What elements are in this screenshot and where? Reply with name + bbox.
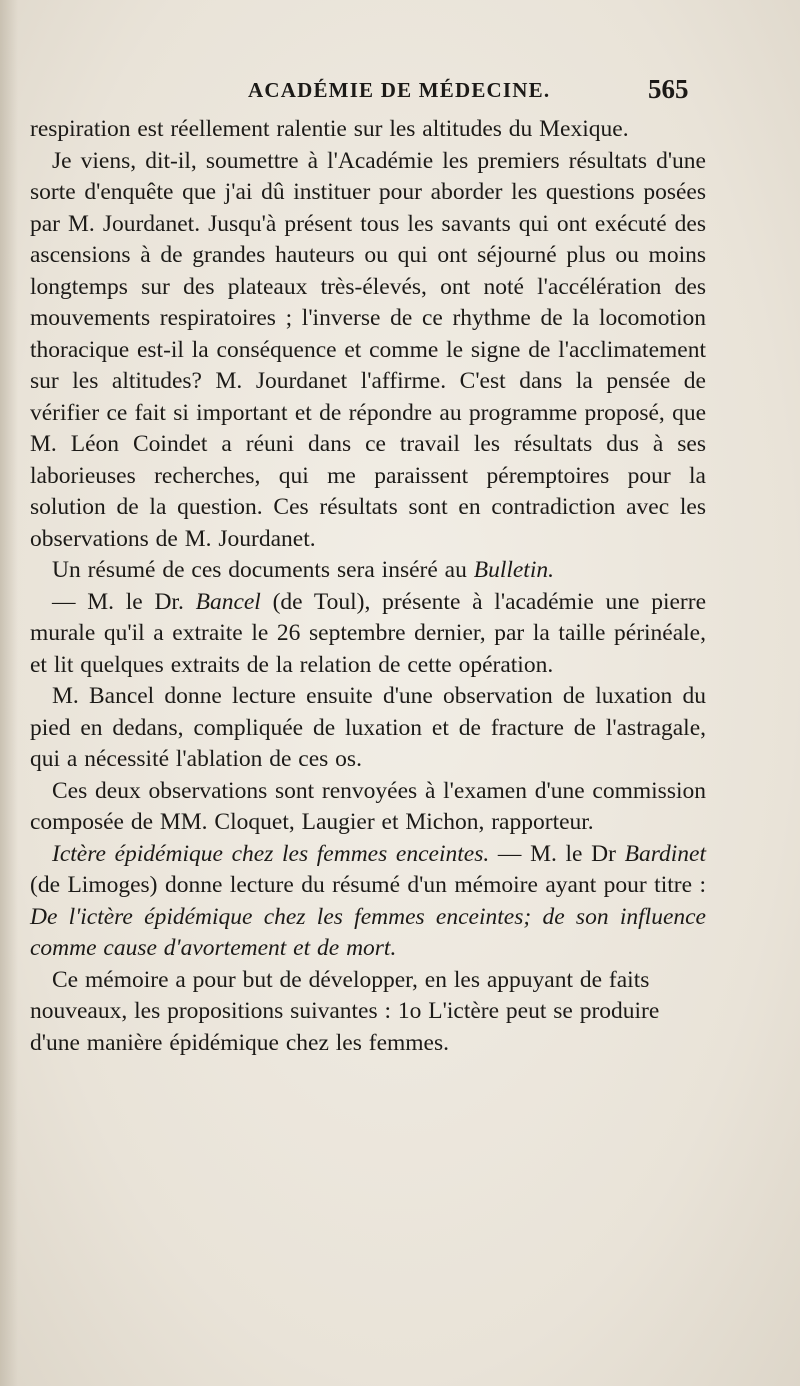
paragraph-1: respiration est réellement ralentie sur les altitudes du Mexique. bbox=[30, 116, 629, 142]
author-name-bardinet: Bardinet bbox=[624, 840, 706, 867]
paragraph-3 bbox=[30, 555, 706, 587]
paragraph-7 bbox=[30, 839, 706, 965]
section-title-ictere: Ictère épidémique chez les femmes enceintes. bbox=[52, 840, 490, 867]
body-text bbox=[30, 114, 706, 1059]
bulletin-title: Bulletin. bbox=[473, 557, 554, 583]
page-header bbox=[0, 74, 800, 114]
paragraph-7-text: (de Limoges) donne lecture du résumé d'un mémoire ayant pour titre : bbox=[30, 872, 706, 898]
paragraph-8: Ce mémoire a pour but de développer, en les appuyant de faits nouveaux, les propositions suivantes : 1o L'ictère peut se produire d'une manière épidémique chez les femmes. bbox=[30, 966, 660, 1056]
paragraph-4-text: (de Toul), présente à l'académie une pierre murale qu'il a extraite le 26 septembre dernier, par la taille périnéale, et lit quelques extraits de la relation de cette opération. bbox=[30, 588, 706, 678]
memoir-title: De l'ictère épidémique chez les femmes enceintes; de son influence comme cause d'avortement et de mort. bbox=[30, 903, 706, 961]
page-gutter-shadow bbox=[0, 0, 18, 1386]
paragraph-4 bbox=[30, 587, 706, 682]
paragraph-7-dash: — M. le Dr bbox=[489, 840, 625, 867]
page-number: 565 bbox=[648, 74, 689, 104]
author-name-bancel: Bancel bbox=[195, 588, 261, 615]
paragraph-4-prefix: — M. le Dr. bbox=[52, 588, 196, 615]
paragraph-6: Ces deux observations sont renvoyées à l'examen d'une commission composée de MM. Cloquet, Laugier et Michon, rapporteur. bbox=[30, 777, 706, 835]
running-title: ACADÉMIE DE MÉDECINE. bbox=[248, 78, 551, 102]
paragraph-5: M. Bancel donne lecture ensuite d'une observation de luxation du pied en dedans, compliquée de luxation et de fracture de l'astragale, qui a nécessité l'ablation de ces os. bbox=[30, 683, 706, 772]
paragraph-2: Je viens, dit-il, soumettre à l'Académie les premiers résultats d'une sorte d'enquête que j'ai dû instituer pour aborder les questions posées par M. Jourdanet. Jusqu'à présent tous les savants qui ont exécuté des ascensions à de grandes hauteurs ou qui ont séjourné plus ou moins longtemps sur des plateaux très-élevés, ont noté l'accélération des mouvements respiratoires ; l'inverse de ce rhythme de la locomotion thoracique est-il la conséquence et comme le signe de l'acclimatement sur les altitudes? M. Jourdanet l'affirme. C'est dans la pensée de vérifier ce fait si important et de répondre au programme proposé, que M. Léon Coindet a réuni dans ce travail les résultats dus à ses laborieuses recherches, qui me paraissent péremptoires pour la solution de la question. Ces résultats sont en contradiction avec les observations de M. Jourdanet. bbox=[30, 147, 706, 552]
paragraph-3-text: Un résumé de ces documents sera inséré au bbox=[52, 557, 474, 583]
